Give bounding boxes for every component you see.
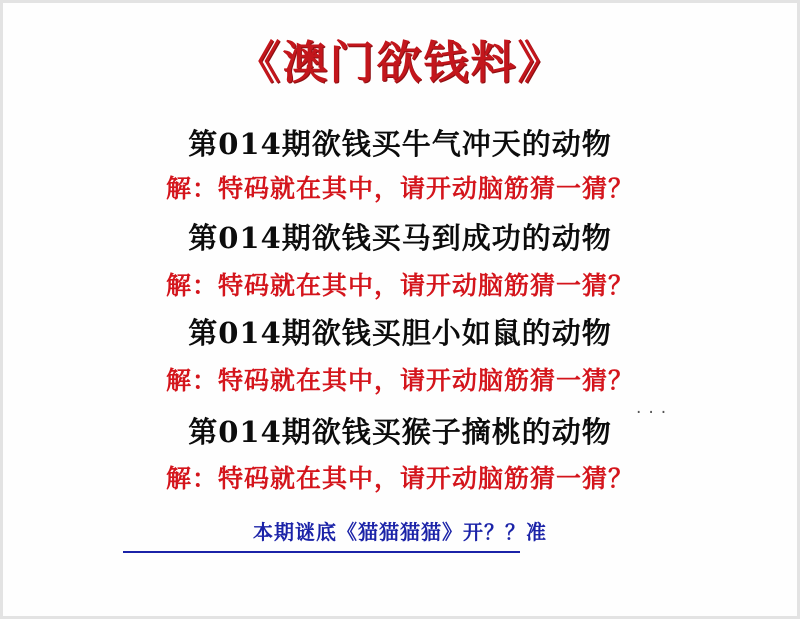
entry-question-4: 第014期欲钱买猴子摘桃的动物 [188,415,612,449]
entry-block-4 [0,410,800,495]
entry-block-1 [0,122,800,205]
entry-answer-3: 解：特码就在其中，请开动脑筋猜一猜？ [165,366,634,395]
page-border-top [0,0,800,3]
page-title: 《澳门欲钱料》 [235,36,565,89]
footer-answer-text: 本期谜底《猫猫猫猫》开？？准 [253,520,547,544]
footer-underline [123,551,520,553]
entry-block-3 [0,311,800,397]
entry-block-2 [0,216,800,302]
entry-answer-2: 解：特码就在其中，请开动脑筋猜一猜？ [165,271,634,300]
footer-answer-row [0,516,800,549]
entry-question-1: 第014期欲钱买牛气冲天的动物 [188,127,612,161]
decorative-dots: ... [636,398,674,418]
entry-answer-1: 解：特码就在其中，请开动脑筋猜一猜？ [165,174,634,203]
entry-question-2: 第014期欲钱买马到成功的动物 [188,221,612,255]
entry-question-3: 第014期欲钱买胆小如鼠的动物 [188,316,612,350]
entry-answer-4: 解：特码就在其中，请开动脑筋猜一猜？ [165,464,634,493]
